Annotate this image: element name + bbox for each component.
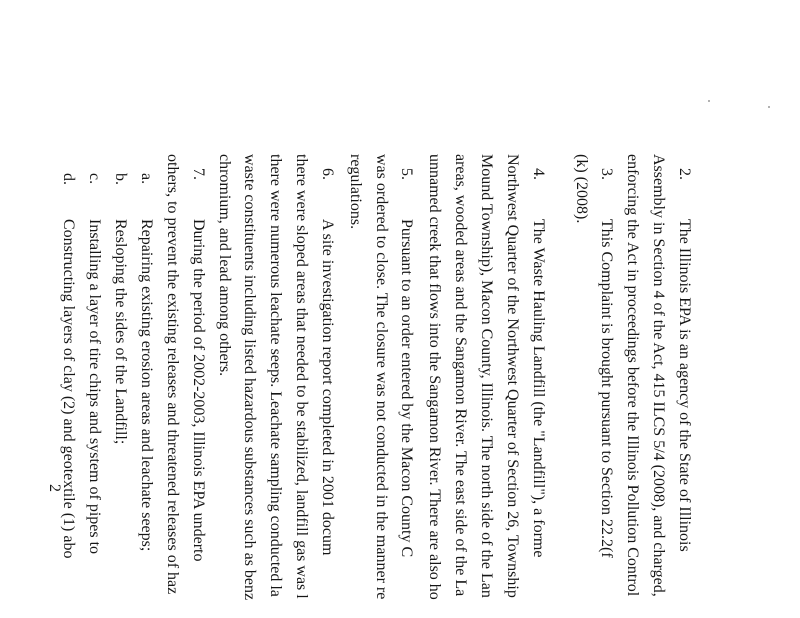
scan-speck [708, 100, 710, 102]
paragraph-number: 4. [530, 168, 547, 180]
paragraph-line: regulations. [347, 154, 364, 230]
list-item-text: Installing a layer of tire chips and system of pipes to [86, 219, 103, 555]
paragraph-line: Mound Township), Macon County, Illinois. The north side of the Lan [478, 154, 495, 598]
paragraph-number: 2. [676, 168, 693, 180]
paragraph-number: 3. [598, 168, 615, 180]
page-number: 2 [46, 484, 63, 492]
list-item-letter: b. [112, 173, 129, 185]
paragraph-line: enforcing the Act in proceedings before the Illinois Pollution Control [624, 154, 641, 597]
paragraph-line: A site investigation report completed in 2001 docum [319, 219, 336, 556]
list-item-letter: c. [86, 173, 103, 185]
scan-speck [768, 106, 770, 108]
paragraph-line: The Illinois EPA is an agency of the State of Illinois [676, 219, 693, 552]
paragraph-line: there were numerous leachate seeps. Leachate sampling conducted la [267, 154, 284, 597]
paragraph-line: Pursuant to an order entered by the Macon County C [398, 219, 415, 558]
paragraph-number: 7. [190, 168, 207, 180]
paragraph-line: This Complaint is brought pursuant to Section 22.2(f [598, 219, 615, 558]
paragraph-line: areas, wooded areas and the Sangamon River. The east side of the La [452, 154, 469, 597]
paragraph-line: (k) (2008). [573, 154, 590, 224]
paragraph-line: was ordered to close. The closure was not conducted in the manner re [373, 154, 390, 600]
list-item-text: Resloping the sides of the Landfill; [112, 219, 129, 445]
paragraph-line: there were sloped areas that needed to be stabilized, landfill gas was l [293, 154, 310, 599]
paragraph-line: others, to prevent the existing releases and threatened releases of haz [164, 154, 181, 595]
paragraph-number: 6. [319, 168, 336, 180]
paragraph-line: During the period of 2002-2003, Illinois EPA underto [190, 219, 207, 562]
paragraph-line: unnamed creek that flows into the Sangamon River. There are also ho [426, 154, 443, 600]
paragraph-line: The Waste Hauling Landfill (the "Landfill"), a forme [530, 219, 547, 558]
paragraph-number: 5. [398, 168, 415, 180]
paragraph-line: waste constituents including listed hazardous substances such as benz [241, 154, 258, 601]
paragraph-line: Assembly in Section 4 of the Act, 415 ILCS 5/4 (2008), and charged, [650, 154, 667, 597]
list-item-text: Constructing layers of clay (2) and geotextile (1) abo [60, 219, 77, 559]
list-item-letter: a. [138, 173, 155, 185]
list-item-letter: d. [60, 173, 77, 185]
paragraph-line: Northwest Quarter of the Northwest Quarter of Section 26, Township [504, 154, 521, 598]
list-item-text: Repairing existing erosion areas and leachate seeps; [138, 219, 155, 552]
paragraph-line: chromium, and lead among others. [216, 154, 233, 377]
